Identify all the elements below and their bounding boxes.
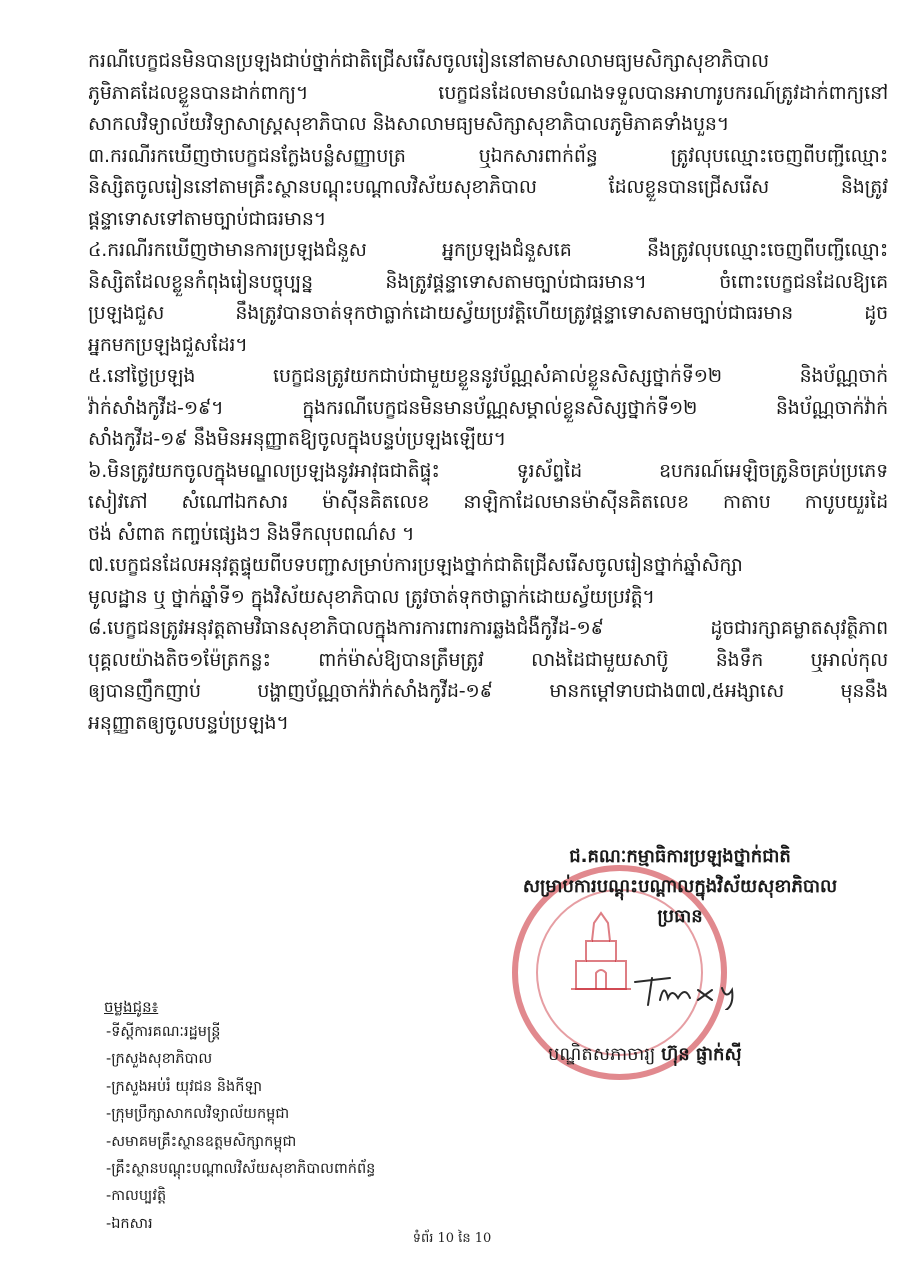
page-number: ទំព័រ 10 នៃ 10	[412, 1231, 492, 1246]
cc-item: -ឯកសារ	[106, 1215, 153, 1232]
cc-title: ចម្លងជូន៖	[104, 998, 159, 1016]
body-line: វ៉ាក់សាំងកូវីដ-១៩។ ក្នុងករណីបេក្ខជនមិនមានប័ណ្ណសម្គាល់ខ្លួនសិស្សថ្នាក់ទី១២ និងប័ណ្ណចាក់វ៉ាក់	[88, 396, 888, 419]
cc-item: -ទីស្ដីការគណៈរដ្ឋមន្ត្រី	[106, 1024, 221, 1040]
cc-list	[104, 995, 484, 1238]
cc-item: -គ្រឹះស្ថានបណ្តុះបណ្តាលវិស័យសុខាភិបាលពាក់ព័ន្ធ	[106, 1161, 376, 1178]
body-line: ប្រឡងជួស នឹងត្រូវបានចាត់ទុកថាធ្លាក់ដោយស្វ័យប្រវត្តិហើយត្រូវផ្តន្ទាទោសតាមច្បាប់ជាធរមាន ដូច	[88, 302, 888, 324]
body-line: អនុញ្ញាតឲ្យចូលបន្ទប់ប្រឡង។	[88, 711, 289, 734]
cc-item: -សមាគមគ្រឹះស្ថានឧត្តមសិក្សាកម្ពុជា	[106, 1133, 297, 1150]
body-line: និស្សិតដែលខ្លួនកំពុងរៀនបច្ចុប្បន្ន និងត្រូវផ្តន្ទាទោសតាមច្បាប់ជាធរមាន។ ចំពោះបេក្ខជនដែលឱ្យគេ	[88, 270, 888, 293]
cc-item: -កាលប្បវត្តិ	[106, 1188, 167, 1205]
body-line: ៥.នៅថ្ងៃប្រឡង បេក្ខជនត្រូវយកជាប់ជាមួយខ្លួននូវប័ណ្ណសំគាល់ខ្លួនសិស្សថ្នាក់ទី១២ និងប័ណ្ណចាក់	[88, 365, 888, 387]
signer-name: ហ៊ុន ផ្ញាក់ស៊ី	[661, 1044, 742, 1065]
body-line: និស្សិតចូលរៀននៅតាមគ្រឹះស្ថានបណ្តុះបណ្តាលវិស័យសុខាភិបាល ដែលខ្លួនបានជ្រើសរើស និងត្រូវ	[88, 176, 888, 198]
body-line: ៣.ករណីរកឃើញថាបេក្ខជនក្លែងបន្លំសញ្ញាបត្រ ឬឯកសារពាក់ព័ន្ធ ត្រូវលុបឈ្មោះចេញពីបញ្ជីឈ្មោះ	[88, 144, 888, 167]
signature-committee-line: ជ.គណៈកម្មាធិការប្រឡងថ្នាក់ជាតិ	[569, 846, 791, 867]
body-line: សាំងកូវីដ-១៩ នឹងមិនអនុញ្ញាតឱ្យចូលក្នុងបន្ទប់ប្រឡងឡើយ។	[88, 428, 506, 450]
signer-title: បណ្ឌិតសភាចារ្យ	[548, 1044, 656, 1065]
body-line: ផ្តន្ទាទោសទៅតាមច្បាប់ជាធរមាន។	[88, 207, 327, 230]
body-line: សាកលវិទ្យាល័យវិទ្យាសាស្ត្រសុខាភិបាល និងសាលាមធ្យមសិក្សាសុខាភិបាលភូមិភាគទាំងបួន។	[88, 113, 730, 135]
body-line: ករណីបេក្ខជនមិនបានប្រឡងជាប់ថ្នាក់ជាតិជ្រើសរើសចូលរៀននៅតាមសាលាមធ្យមសិក្សាសុខាភិបាល	[88, 50, 769, 72]
body-line: ៨.បេក្ខជនត្រូវអនុវត្តតាមវិធានសុខាភិបាលក្នុងការការពារការឆ្លងជំងឺកូវីដ-១៩ ដូចជារក្សាគម្លាតសុវត្ថិភាព	[88, 617, 888, 639]
handwritten-signature	[630, 960, 780, 1010]
body-line: បុគ្គលយ៉ាងតិច១ម៉ែត្រកន្លះ ពាក់ម៉ាស់ឱ្យបានត្រឹមត្រូវ លាងដៃជាមួយសាប៊ូ និងទឹក ឬអាល់កុល	[88, 648, 888, 671]
signature-block	[470, 842, 890, 932]
cc-item: -ក្រុមប្រឹក្សាសាកលវិទ្យាល័យកម្ពុជា	[106, 1106, 290, 1123]
signer-name-line	[548, 1040, 868, 1070]
signature-role-line: ប្រធាន	[657, 906, 703, 927]
body-line: សៀវភៅ សំណៅឯកសារ ម៉ាស៊ីនគិតលេខ នាឡិកាដែលមានម៉ាស៊ីនគិតលេខ កាតាប កាបូបយួរដៃ	[88, 491, 888, 513]
body-line: ៤.ករណីរកឃើញថាមានការប្រឡងជំនួស អ្នកប្រឡងជំនួសគេ នឹងត្រូវលុបឈ្មោះចេញពីបញ្ជីឈ្មោះ	[88, 239, 888, 261]
document-body	[88, 46, 888, 739]
cc-item: -ក្រសួងអប់រំ យុវជន និងកីឡា	[106, 1078, 263, 1095]
signature-purpose-line: សម្រាប់ការបណ្តុះបណ្តាលក្នុងវិស័យសុខាភិបាល	[522, 876, 838, 897]
body-line: ៦.មិនត្រូវយកចូលក្នុងមណ្ឌលប្រឡងនូវអាវុធជាតិផ្ទុះ ទូរស័ព្ទដៃ ឧបករណ៍អេឡិចត្រូនិចគ្រប់ប្រភេទ	[88, 459, 888, 482]
body-line: មូលដ្ឋាន ឬ ថ្នាក់ឆ្នាំទី១ ក្នុងវិស័យសុខាភិបាល ត្រូវចាត់ទុកថាធ្លាក់ដោយស្វ័យប្រវត្តិ។	[88, 585, 655, 608]
body-line: អ្នកមកប្រឡងជួសដែរ។	[88, 333, 248, 356]
body-line: ៧.បេក្ខជនដែលអនុវត្តផ្ទុយពីបទបញ្ជាសម្រាប់ការប្រឡងថ្នាក់ជាតិជ្រើសរើសចូលរៀនថ្នាក់ឆ្នាំសិក្សា	[88, 554, 743, 576]
cc-item: -ក្រសួងសុខាភិបាល	[106, 1051, 213, 1068]
body-line: ឲ្យបានញឹកញាប់ បង្ហាញប័ណ្ណចាក់វ៉ាក់សាំងកូវីដ-១៩ មានកម្ដៅទាបជាង៣៧,៥អង្សាសេ មុននឹង	[88, 680, 888, 702]
body-line: ភូមិភាគដែលខ្លួនបានដាក់ពាក្យ។ បេក្ខជនដែលមានបំណងទទួលបានអាហារូបករណ៍ត្រូវដាក់ពាក្យនៅ	[88, 81, 888, 104]
body-line: ថង់ សំពាត កញ្ចប់ផ្សេងៗ និងទឹកលុបពណ៌ស ។	[88, 522, 415, 545]
